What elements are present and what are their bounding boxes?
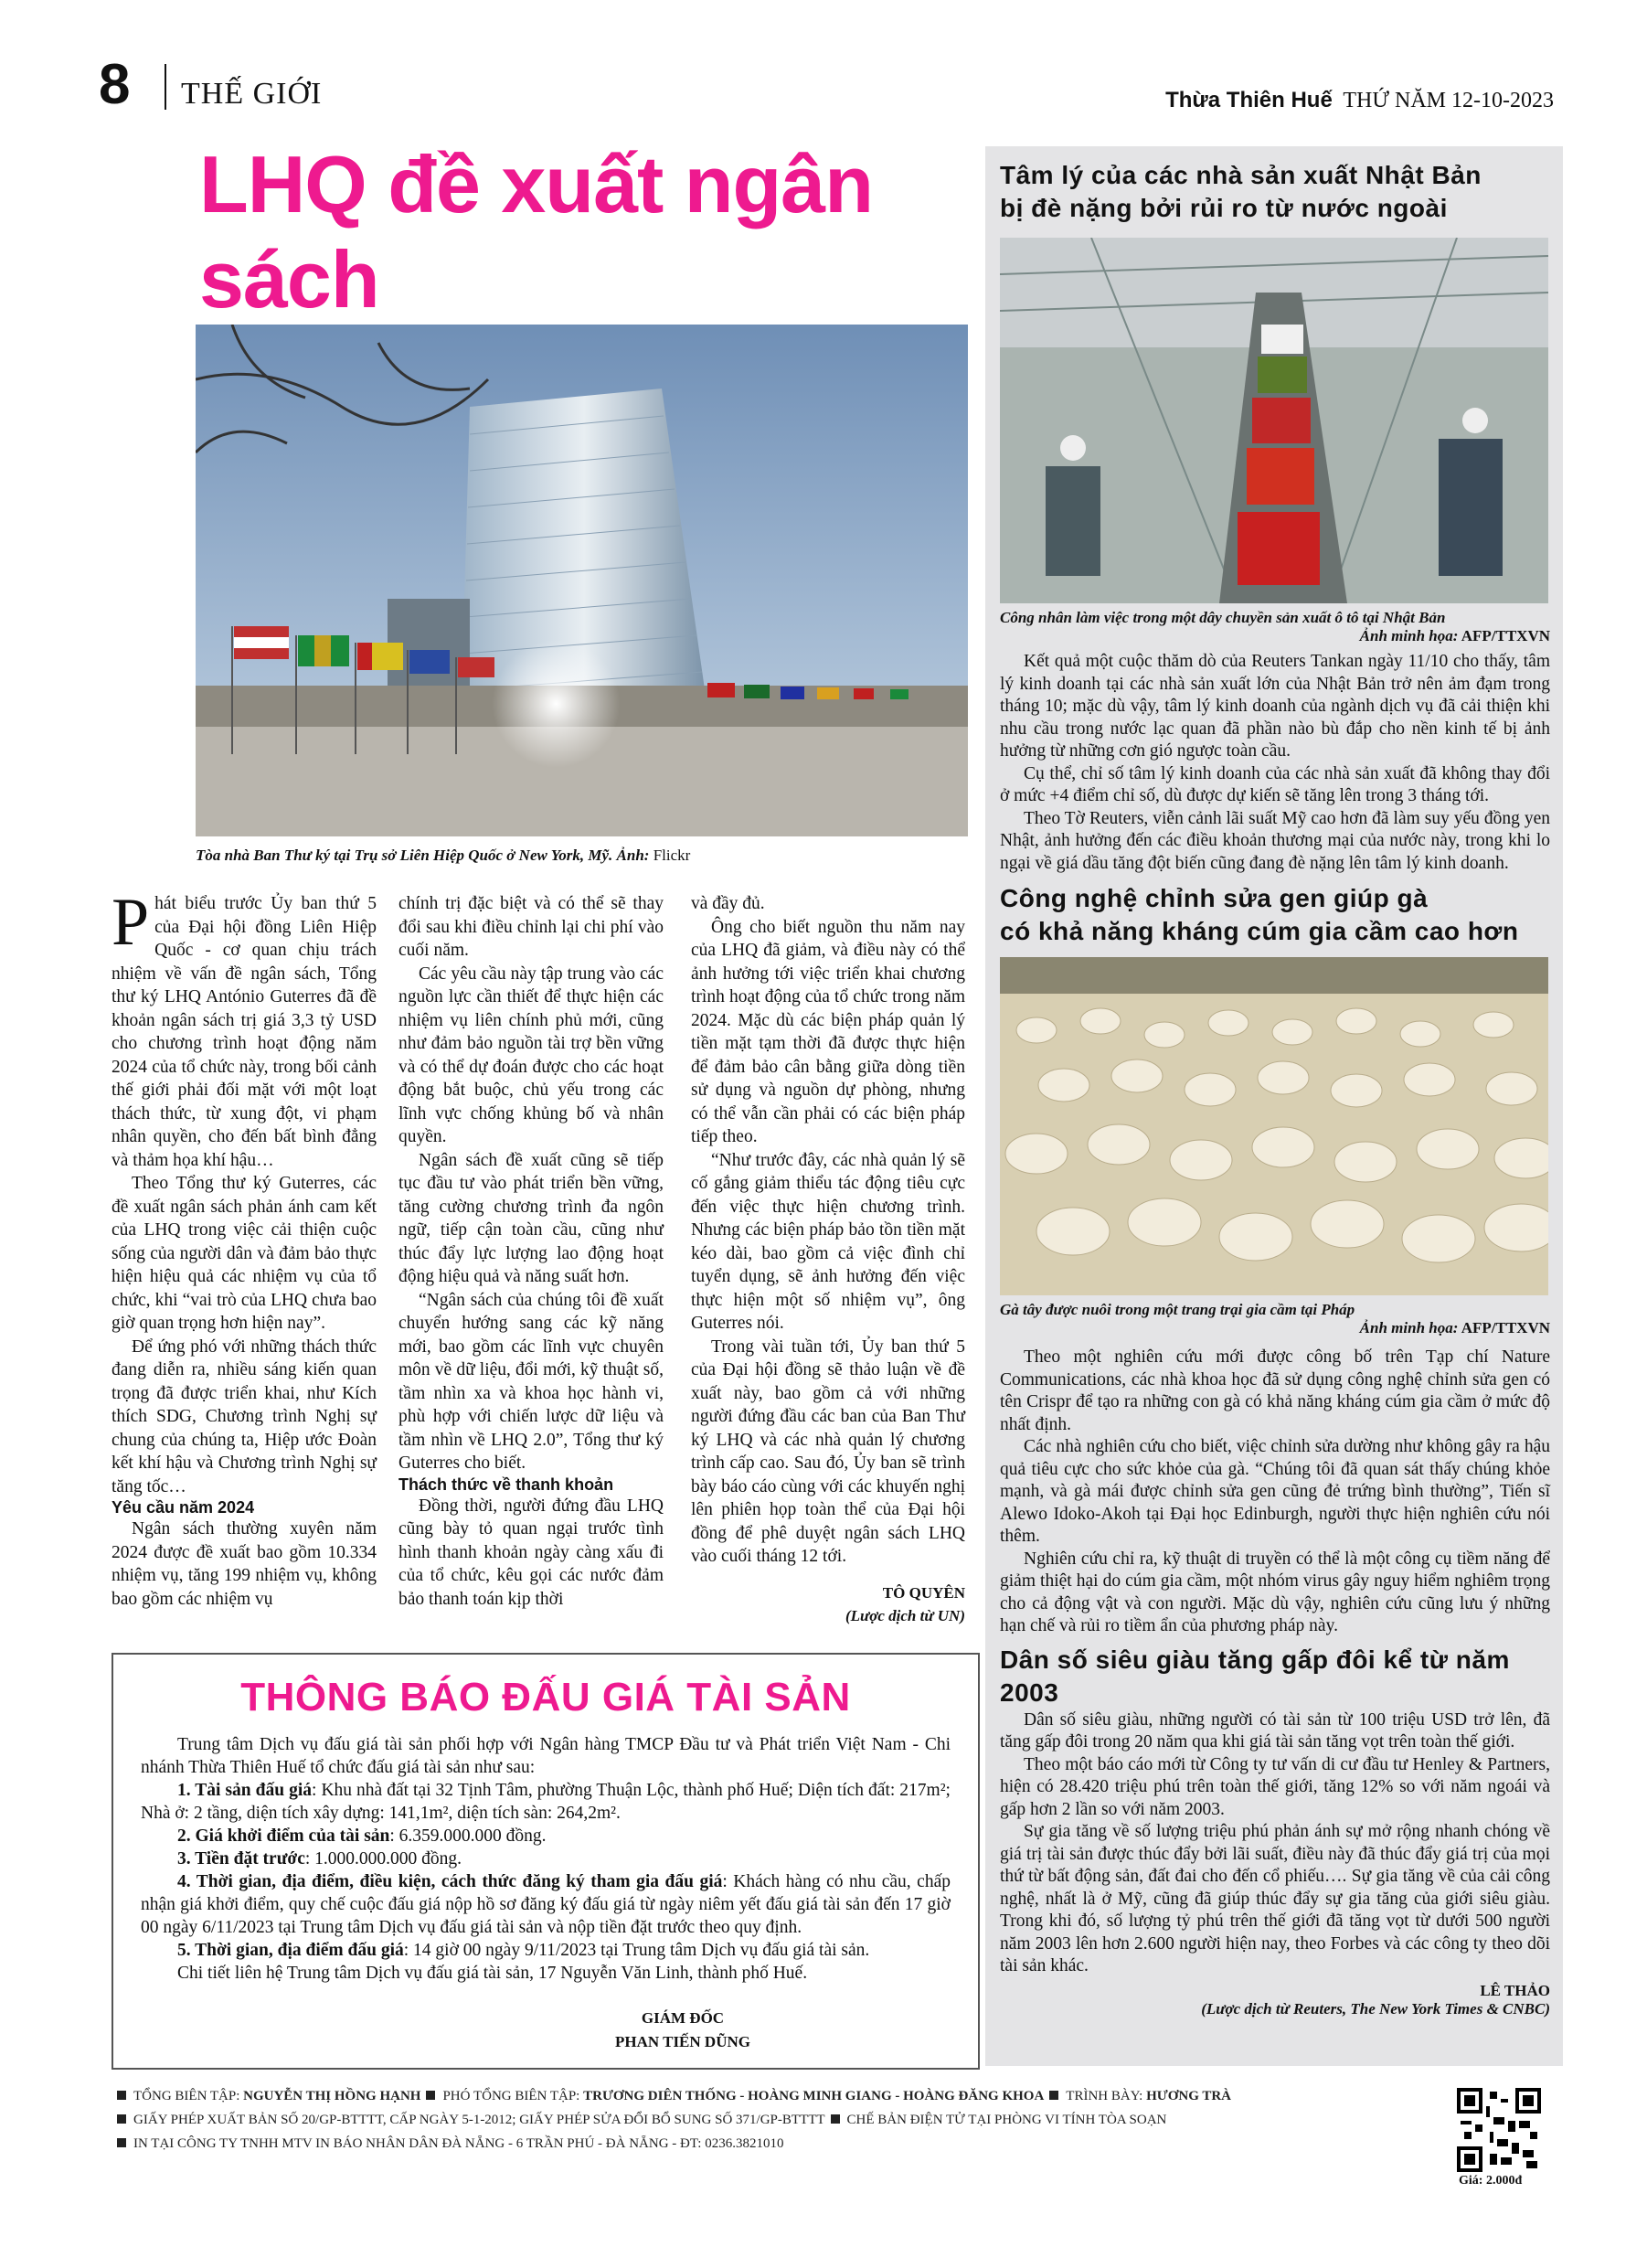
story1-photo-caption: Công nhân làm việc trong một dây chuyền sản xuất ô tô tại Nhật Bản xyxy=(1000,609,1446,626)
article-column-1: Phát biểu trước Ủy ban thứ 5 của Đại hội đồng Liên Hiệp Quốc - cơ quan chịu trách nhiệm về vấn đề ngân sách, Tổng thư ký LHQ António Guterres đã đề khoản ngân sách trị giá 3,3 tỷ USD cho chương trình hoạt động năm 2024 của tổ chức này, trong bối cảnh thế giới phải đối mặt với một loạt thách thức, từ xung đột, vi phạm nhân quyền, cho đến bất bình đẳng và thảm họa khí hậu… Theo Tổng thư ký Guterres, các đề xuất ngân sách phản ánh cam kết của LHQ trong việc cải thiện cuộc sống của người dân và đảm bảo thực hiện hiệu quả các nhiệm vụ của tổ chức, khi “vai trò của LHQ chưa bao giờ quan trọng hơn hiện nay”. Để ứng phó với những thách thức đang diễn ra, nhiều sáng kiến quan trọng đã được triển khai, như Kích thích SDG, Chương trình Nghị sự chung của chúng ta, Hiệp ước Đoàn kết khí hậu và Chương trình Nghị sự tăng tốc… Yêu cầu năm 2024 Ngân sách thường xuyên năm 2024 được đề xuất bao gồm 10.334 nhiệm vụ, tăng 199 nhiệm vụ, không bao gồm các nhiệm vụ xyxy=(112,885,377,1609)
price-label: Giá: 2.000đ xyxy=(1459,2174,1523,2188)
notice-title: THÔNG BÁO ĐẤU GIÁ TÀI SẢN xyxy=(240,1675,851,1720)
turkey-farm-photo xyxy=(1000,957,1548,1295)
sidebar-story2-title: Công nghệ chỉnh sửa gen giúp gà có khả năng kháng cúm gia cầm cao hơn xyxy=(1000,884,1519,945)
subhead-liquidity: Thách thức về thanh khoản xyxy=(398,1475,614,1494)
issue-date: THỨ NĂM 12-10-2023 xyxy=(1343,89,1554,112)
section-label: THẾ GIỚI xyxy=(181,77,323,111)
masthead xyxy=(1165,88,1554,113)
article-column-3: và đầy đủ. Ông cho biết nguồn thu năm nay của LHQ đã giảm, và điều này có thể ảnh hưởng tới việc triển khai chương trình hoạt động của tổ chức trong năm 2024. Mặc dù các biện pháp quản lý tiền mặt tạm thời đã được thực hiện để đảm bảo cân bằng giữa dòng tiền sử dụng và nguồn dự phòng, nhưng có thể vẫn cần phải có các biện pháp tiếp theo. “Như trước đây, các nhà quản lý sẽ cố gắng giảm thiểu tác động tiêu cực đến việc thực hiện chương trình. Nhưng các biện pháp bảo tồn tiền mặt kéo dài, bao gồm cả việc đình chỉ tuyển dụng, sẽ ảnh hưởng đến việc thực hiện một số nhiệm vụ”, ông Guterres nói. Trong vài tuần tới, Ủy ban thứ 5 của Đại hội đồng sẽ thảo luận về đề xuất này, bao gồm cả với những người đứng đầu các ban của Ban Thư ký LHQ và các nhà quản lý chương trình cấp cao. Sau đó, Ủy ban sẽ trình bày báo cáo cùng với các khuyến nghị lên phiên họp toàn thể của Đại hội đồng để phê duyệt ngân sách LHQ vào cuối tháng 12 tới. TÔ QUYÊN (Lược dịch từ UN) xyxy=(691,892,965,1628)
qr-code[interactable] xyxy=(1457,2088,1541,2172)
story1-photo-credit: Ảnh minh họa: AFP/TTXVN xyxy=(1359,627,1550,644)
car-factory-photo xyxy=(1000,238,1548,603)
paper-name: Thừa Thiên Huế xyxy=(1165,88,1333,112)
story2-body: Theo một nghiên cứu mới được công bố trên Tạp chí Nature Communications, các nhà khoa học đã sử dụng công nghệ chỉnh sửa gen có tên Crispr để tạo ra những con gà có khả năng kháng cúm gia cầm ở mức độ nhất định. Các nhà nghiên cứu cho biết, việc chỉnh sửa dường như không gây ra hậu quả tiêu cực cho sức khỏe của gà. “Chúng tôi đã quan sát thấy chúng khỏe mạnh, và gà mái được chỉnh sửa gen cũng đẻ trứng bình thường”, Tiến sĩ Alewo Idoko-Akoh tại Đại học Edinburgh, người thực hiện nghiên cứu nói thêm. Nghiên cứu chỉ ra, kỹ thuật di truyền có thể là một công cụ tiềm năng để giảm thiệt hại do cúm gia cầm, một nhóm virus gây nguy hiểm nghiêm trọng cho cả động vật và con người. Mặc dù vậy, nghiên cứu cũng lưu ý những hạn chế và rủi ro tiềm ẩn của phương pháp này. xyxy=(1000,1347,1550,1635)
news-sidebar xyxy=(985,146,1563,2066)
article-column-2: chính trị đặc biệt và có thể sẽ thay đổi sau khi điều chỉnh lại chi phí vào cuối năm. Các yêu cầu này tập trung vào các nguồn lực cần thiết để thực hiện các nhiệm vụ liên chính phủ mới, cũng như đảm bảo nguồn tài trợ bền vững và có thể dự đoán được cho các hoạt động bắt buộc, chủ yếu trong các lĩnh vực chống khủng bố và nhân quyền. Ngân sách đề xuất cũng sẽ tiếp tục đầu tư vào phát triển bền vững, tăng cường chương trình đa ngôn ngữ, tiếp cận toàn cầu, cũng như thúc đẩy lực lượng lao động hoạt động hiệu quả và năng suất hơn. “Ngân sách của chúng tôi đề xuất chuyển hướng sang các kỹ năng mới, bao gồm các lĩnh vực chuyên môn về dữ liệu, đổi mới, kỹ thuật số, tầm nhìn xa và khoa học hành vi, phù hợp với chiến lược dữ liệu và tầm nhìn về LHQ 2.0”, Tổng thư ký Guterres cho biết. Thách thức về thanh khoản Đồng thời, người đứng đầu LHQ cũng bày tỏ quan ngại trước tình hình thanh khoản ngày càng xấu đi của tổ chức, kêu gọi các nước đảm bảo thanh toán kịp thời xyxy=(398,894,664,1609)
story3-byline: LÊ THẢO (Lược dịch từ Reuters, The New York Times & CNBC) xyxy=(1201,1981,1550,2018)
publication-footer: TỔNG BIÊN TẬP: NGUYỄN THỊ HỒNG HẠNH PHÓ TỔNG BIÊN TẬP: TRƯƠNG DIÊN THỐNG - HOÀNG MINH GIANG - HOÀNG ĐĂNG KHOA TRÌNH BÀY: HƯƠNG TRÀ GIẤY PHÉP XUẤT BẢN SỐ 20/GP-BTTTT, CẤP NGÀY 5-1-2012; GIẤY PHÉP SỬA ĐỔI BỔ SUNG SỐ 371/GP-BTTTT CHẾ BẢN ĐIỆN TỬ TẠI PHÒNG VI TÍNH TÒA SOẠN IN TẠI CÔNG TY TNHH MTV IN BÁO NHÂN DÂN ĐÀ NẴNG - 6 TRẦN PHÚ - ĐÀ NẴNG - ĐT: 0236.3821010 xyxy=(112,2084,1446,2156)
notice-body: Trung tâm Dịch vụ đấu giá tài sản phối hợp với Ngân hàng TMCP Đầu tư và Phát triển Việt Nam - Chi nhánh Thừa Thiên Huế tổ chức đấu giá tài sản như sau: 1. Tài sản đấu giá: Khu nhà đất tại 32 Tịnh Tâm, phường Thuận Lộc, thành phố Huế; Diện tích đất: 217m²; Nhà ở: 2 tầng, diện tích xây dựng: 141,1m², diện tích sàn: 264,2m². 2. Giá khởi điểm của tài sản: 6.359.000.000 đồng. 3. Tiền đặt trước: 1.000.000.000 đồng. 4. Thời gian, địa điểm, điều kiện, cách thức đăng ký tham gia đấu giá: Khách hàng có nhu cầu, chấp nhận giá khởi điểm, quy chế cuộc đấu giá nộp hồ sơ đăng ký đấu giá từ ngày niêm yết đấu giá tài sản đến 17 giờ 00 ngày 6/11/2023 tại Trung tâm Dịch vụ đấu giá tài sản và nộp tiền đặt trước theo quy định. 5. Thời gian, địa điểm đấu giá: 14 giờ 00 ngày 9/11/2023 tại Trung tâm Dịch vụ đấu giá tài sản. Chi tiết liên hệ Trung tâm Dịch vụ đấu giá tài sản, 17 Nguyễn Văn Linh, thành phố Huế. xyxy=(141,1735,951,1983)
notice-signature: GIÁM ĐỐC PHAN TIẾN DŨNG xyxy=(615,2009,750,2050)
un-building-photo xyxy=(196,325,968,836)
header-divider xyxy=(165,64,166,110)
story3-body: Dân số siêu giàu, những người có tài sản từ 100 triệu USD trở lên, đã tăng gấp đôi trong 20 năm qua khi giá tài sản tăng vọt trên toàn thế giới. Theo một báo cáo mới từ Công ty tư vấn di cư đầu tư Henley & Partners, hiện có 28.420 triệu phú trên toàn thế giới, tăng 12% so với năm ngoái và gấp hơn 2 lần so với năm 2003. Sự gia tăng về số lượng triệu phú phản ánh sự mở rộng nhanh chóng về giá trị tài sản được thúc đẩy bởi lãi suất, điều này đã thúc đẩy giá trị của mọi thứ từ bất động sản, đất đai cho đến cổ phiếu…. Sự gia tăng về của cải công nghệ, nhất là ở Mỹ, cũng đã giúp thúc đẩy sự gia tăng của giới siêu giàu. Trong khi đó, số lượng tỷ phú trên thế giới đã tăng vọt từ dưới 500 người năm 2003 lên hơn 2.600 người hiện nay, theo Forbes và các công ty theo dõi tài sản khác. xyxy=(1000,1709,1550,1975)
headline-line-1: LHQ đề xuất ngân sách xyxy=(199,139,873,325)
auction-notice xyxy=(112,1653,980,2070)
drop-cap: P xyxy=(112,885,150,960)
story2-photo-caption: Gà tây được nuôi trong một trang trại gia cầm tại Pháp xyxy=(1000,1301,1355,1318)
story1-body: Kết quả một cuộc thăm dò của Reuters Tankan ngày 11/10 cho thấy, tâm lý kinh doanh tại các nhà sản xuất lớn của Nhật Bản trở nên ảm đạm trong tháng 10; mặc dù vậy, tâm lý kinh doanh của ngành dịch vụ đã cải thiện khi nhu cầu trong nước lạc quan đã phần nào bù đắp cho nền kinh tế bị ảnh hưởng từ những cơn gió ngược toàn cầu. Cụ thể, chỉ số tâm lý kinh doanh của các nhà sản xuất đã không thay đổi ở mức +4 điểm chỉ số, dù được dự kiến sẽ tăng lên trong 3 tháng tới. Theo Tờ Reuters, viễn cảnh lãi suất Mỹ cao hơn đã làm suy yếu đồng yen Nhật, ảnh hưởng đến các điều khoản thương mại của nước này, trong khi lo ngại về giá dầu tăng đột biến cũng đang đè nặng lên tâm lý kinh doanh. xyxy=(1000,652,1550,873)
subhead-requirements: Yêu cầu năm 2024 xyxy=(112,1498,255,1517)
sidebar-story3-title: Dân số siêu giàu tăng gấp đôi kể từ năm 2003 xyxy=(1000,1645,1510,1707)
page-number: 8 xyxy=(99,53,131,116)
main-photo-caption: Tòa nhà Ban Thư ký tại Trụ sở Liên Hiệp Quốc ở New York, Mỹ. Ảnh: Flickr xyxy=(196,847,691,864)
sidebar-story1-title: Tâm lý của các nhà sản xuất Nhật Bản bị đè nặng bởi rủi ro từ nước ngoài xyxy=(1000,161,1482,222)
byline: TÔ QUYÊN (Lược dịch từ UN) xyxy=(845,1583,965,1624)
story2-photo-credit: Ảnh minh họa: AFP/TTXVN xyxy=(1359,1319,1550,1336)
